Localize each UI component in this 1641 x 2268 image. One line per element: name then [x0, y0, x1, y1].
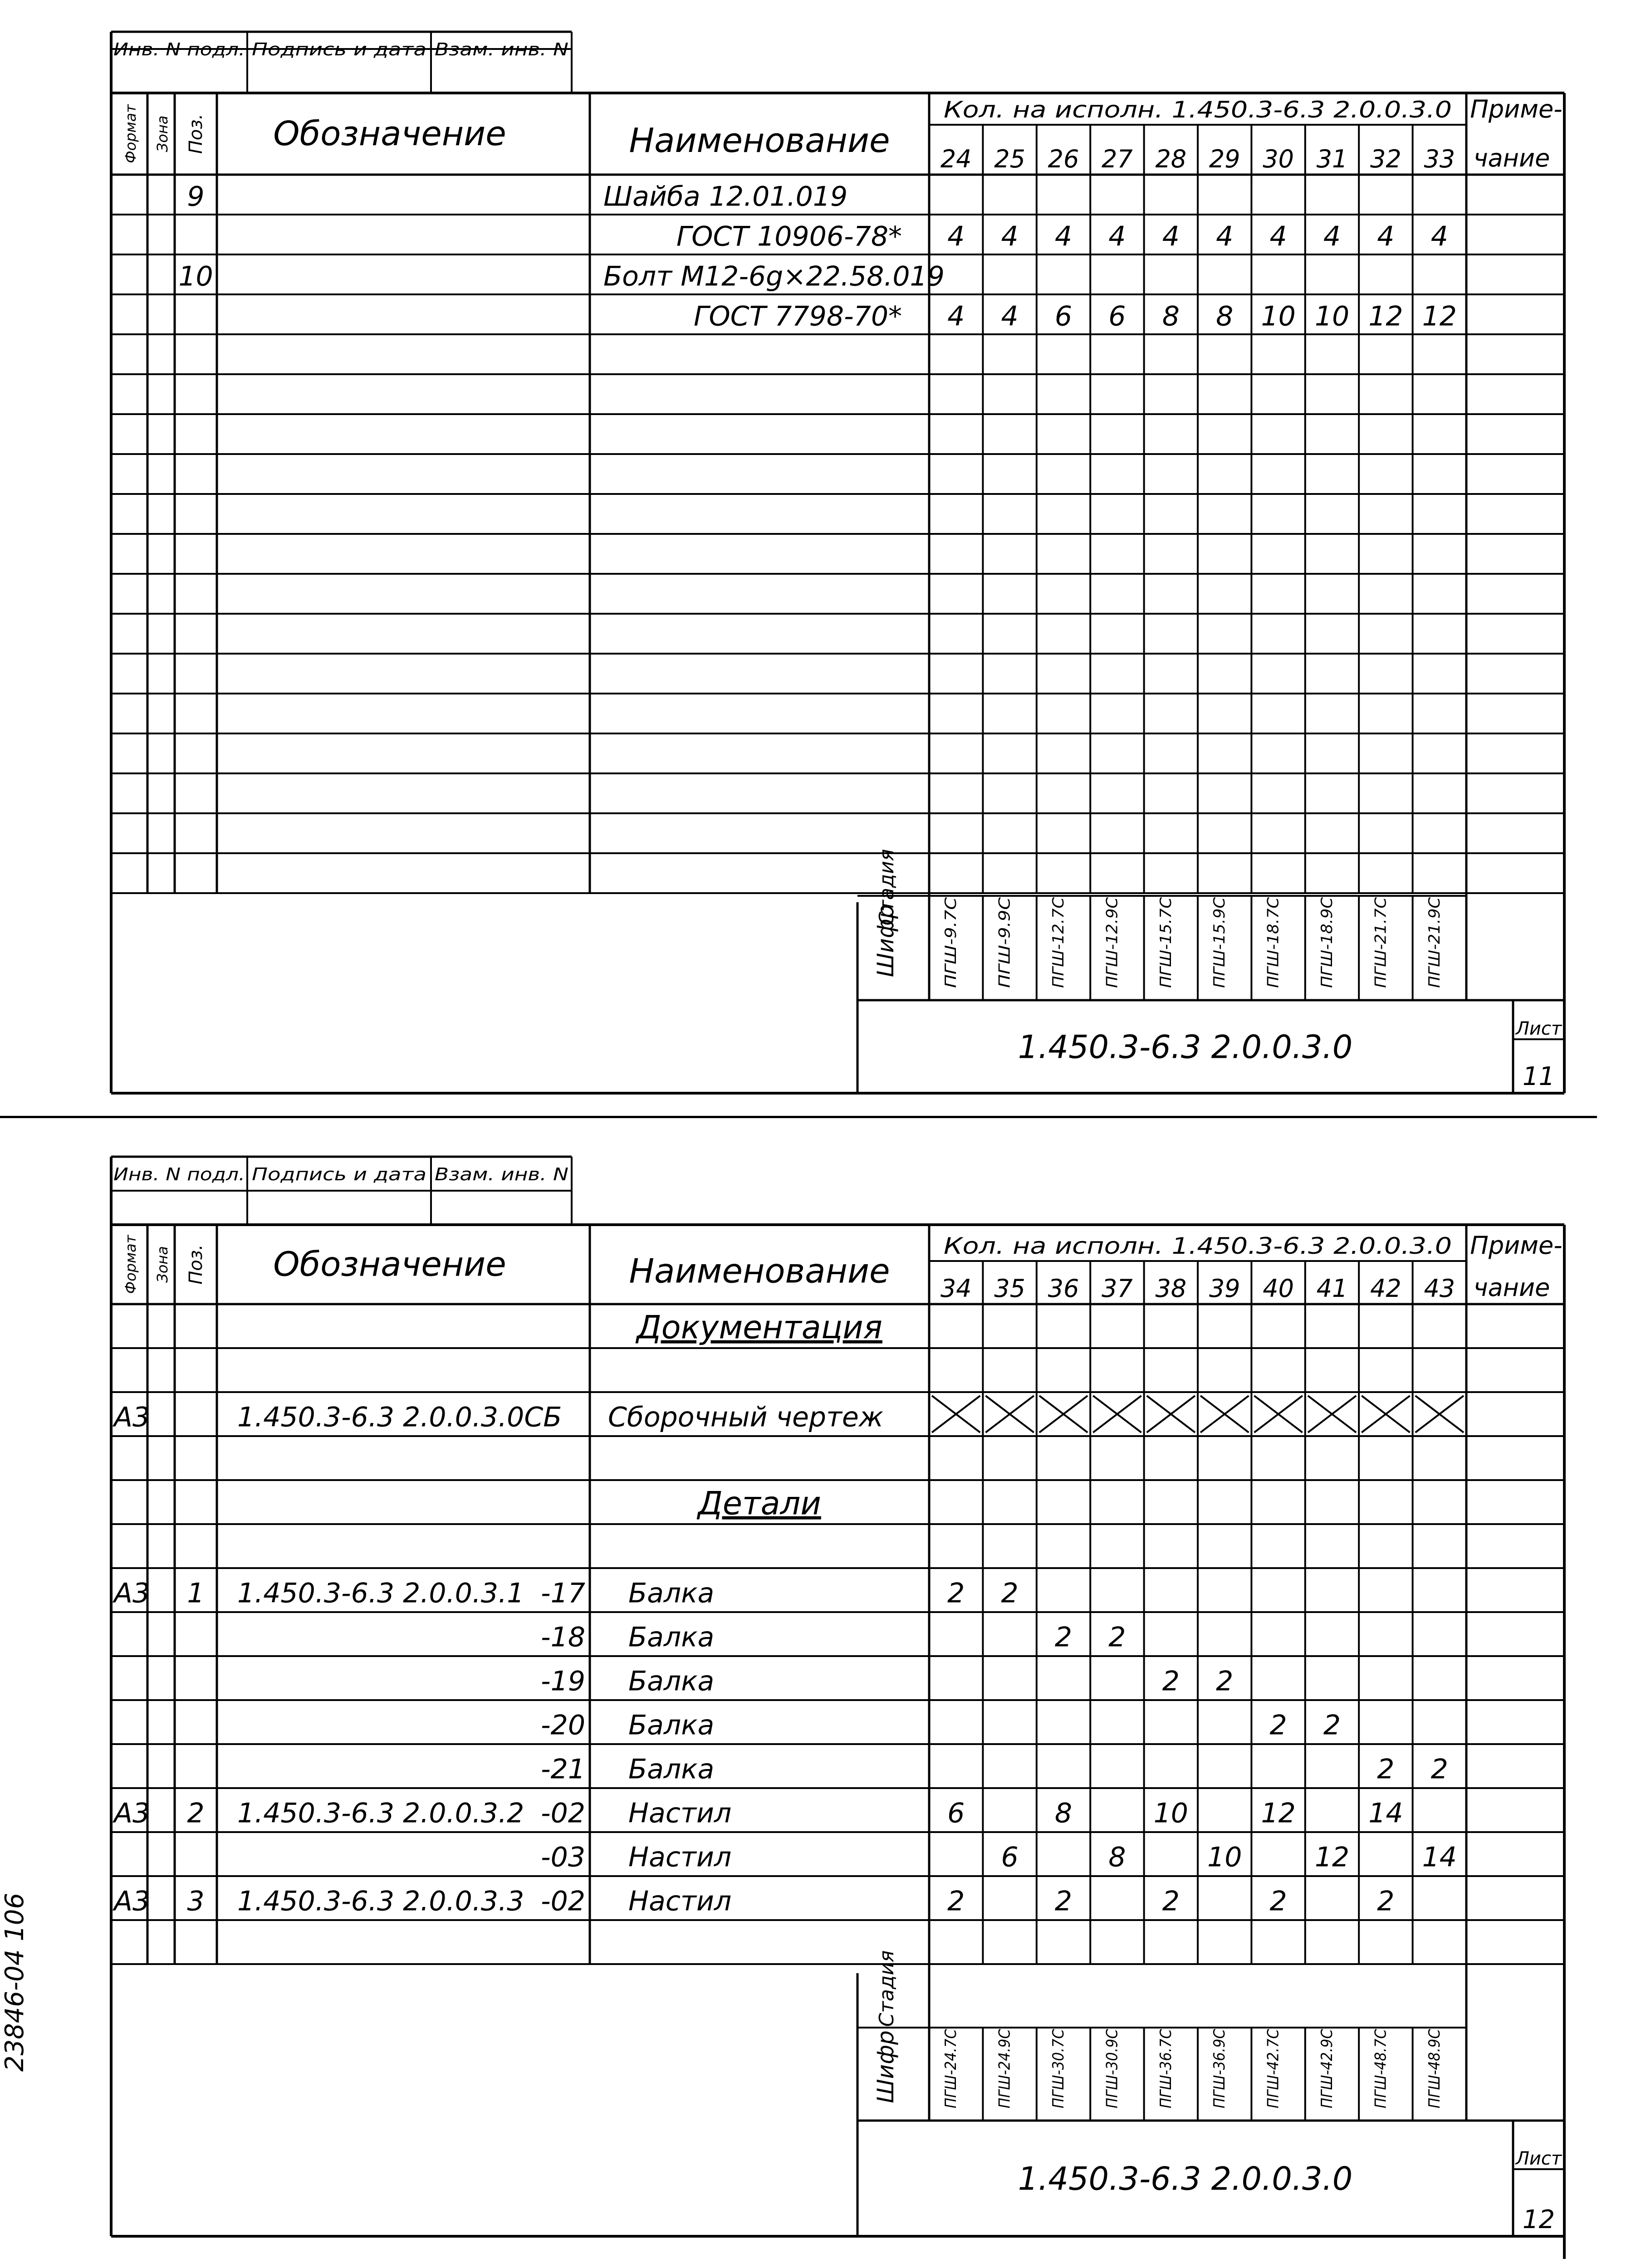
quantity-value: 2 [1054, 1885, 1073, 1917]
quantity-value: 12 [1314, 1841, 1350, 1873]
variant-number: 32 [1370, 145, 1401, 173]
quantity-value: 2 [947, 1577, 965, 1609]
stamp-repl-inv: Взам. инв. N [435, 39, 568, 59]
stamp-sign-date: Подпись и дата [252, 39, 426, 59]
header-note: чание [1473, 144, 1550, 172]
row-designation: 1.450.3-6.3 2.0.0.3.2 [237, 1797, 524, 1829]
stage-label: Стадия [875, 849, 898, 926]
quantity-value: 8 [1054, 1797, 1073, 1829]
row-designation: 1.450.3-6.3 2.0.0.3.0СБ [237, 1401, 562, 1433]
header-designation: Обозначение [273, 1245, 506, 1284]
row-name: Балка [628, 1753, 715, 1785]
stamp-inv-no: Инв. N подл. [113, 39, 245, 59]
row-format: А3 [114, 1885, 150, 1917]
sheet-number: 11 [1522, 1062, 1555, 1091]
quantity-value: 2 [1054, 1621, 1073, 1653]
quantity-value: 2 [1377, 1885, 1395, 1917]
quantity-value: 12 [1261, 1797, 1296, 1829]
variant-number: 30 [1263, 145, 1294, 173]
variant-code: ПГШ-30.9С [1103, 2021, 1122, 2108]
quantity-value: 4 [1323, 220, 1341, 253]
quantity-value: 4 [1269, 220, 1287, 253]
variant-number: 24 [940, 145, 972, 173]
row-name: Шайба 12.01.019 [603, 181, 848, 213]
sheet-svg [0, 1148, 1641, 2268]
row-name: Балка [628, 1709, 715, 1741]
quantity-value: 10 [1207, 1841, 1242, 1873]
quantity-value: 4 [1430, 220, 1448, 253]
quantity-value: 4 [1377, 220, 1395, 253]
variant-number: 29 [1209, 145, 1240, 173]
row-designation-suffix: -18 [541, 1621, 585, 1653]
document-number: 1.450.3-6.3 2.0.0.3.0 [1018, 2160, 1353, 2198]
quantity-value: 4 [1216, 220, 1234, 253]
quantity-value: 2 [1108, 1621, 1126, 1653]
quantity-value: 2 [947, 1885, 965, 1917]
variant-number: 34 [940, 1274, 972, 1303]
quantity-value: 4 [1054, 220, 1073, 253]
quantity-value: 4 [1001, 300, 1019, 332]
variant-number: 43 [1424, 1274, 1455, 1303]
quantity-value: 4 [1162, 220, 1180, 253]
quantity-value: 12 [1422, 300, 1457, 332]
row-name: ГОСТ 7798-70* [694, 300, 902, 332]
variant-code: ПГШ-30.7С [1049, 2021, 1068, 2108]
quantity-value: 2 [1323, 1709, 1341, 1741]
stage-label: Стадия [875, 1950, 898, 2027]
row-name: Балка [628, 1621, 715, 1653]
variant-number: 36 [1048, 1274, 1079, 1303]
row-name: Сборочный чертеж [608, 1401, 883, 1433]
variant-code: ПГШ-36.9С [1210, 2021, 1229, 2108]
row-name: Настил [628, 1885, 732, 1917]
code-label: Шифр [872, 2030, 899, 2103]
variant-code: ПГШ-9.7С [942, 910, 960, 988]
row-name: Детали [698, 1485, 821, 1522]
header-name: Наименование [629, 121, 890, 160]
quantity-value: 10 [1153, 1797, 1188, 1829]
header-note: Приме- [1470, 95, 1563, 123]
header-zone: Зона [154, 115, 171, 152]
quantity-value: 2 [1162, 1665, 1180, 1697]
row-position: 1 [187, 1577, 205, 1609]
archive-number: 23846-04 106 [0, 1892, 29, 2072]
variant-code: ПГШ-42.9С [1318, 2021, 1336, 2108]
quantity-value: 6 [947, 1797, 965, 1829]
variant-number: 28 [1155, 145, 1187, 173]
quantity-value: 4 [1108, 220, 1126, 253]
row-designation-suffix: -02 [541, 1797, 585, 1829]
variant-number: 42 [1370, 1274, 1401, 1303]
quantity-value: 10 [1261, 300, 1296, 332]
quantity-value: 8 [1216, 300, 1234, 332]
header-name: Наименование [629, 1251, 890, 1291]
quantity-value: 14 [1422, 1841, 1457, 1873]
variant-number: 27 [1102, 145, 1133, 173]
row-format: А3 [114, 1401, 150, 1433]
quantity-value: 2 [1216, 1665, 1234, 1697]
row-designation-suffix: -02 [541, 1885, 585, 1917]
variant-code: ПГШ-9.9С [995, 910, 1014, 988]
variant-number: 35 [994, 1274, 1025, 1303]
row-designation: 1.450.3-6.3 2.0.0.3.1 [237, 1577, 524, 1609]
row-position: 10 [178, 260, 213, 293]
row-name: Болт М12-6g×22.58.019 [603, 260, 945, 293]
sheet-number: 12 [1522, 2205, 1555, 2234]
quantity-value: 14 [1368, 1797, 1403, 1829]
row-designation-suffix: -19 [541, 1665, 585, 1697]
quantity-value: 6 [1001, 1841, 1019, 1873]
quantity-value: 12 [1368, 300, 1403, 332]
header-designation: Обозначение [273, 114, 506, 153]
row-name: Настил [628, 1841, 732, 1873]
header-quantity-title: Кол. на исполн. 1.450.3-6.3 2.0.0.3.0 [944, 97, 1452, 123]
quantity-value: 2 [1269, 1885, 1287, 1917]
row-name: ГОСТ 10906-78* [676, 220, 902, 253]
quantity-value: 8 [1108, 1841, 1126, 1873]
row-name: Документация [637, 1309, 882, 1346]
quantity-value: 2 [1162, 1885, 1180, 1917]
variant-code: ПГШ-24.7С [942, 2021, 960, 2108]
header-pos: Поз. [186, 1244, 206, 1285]
row-position: 3 [187, 1885, 205, 1917]
quantity-value: 6 [1108, 300, 1126, 332]
variant-code: ПГШ-42.7С [1264, 2021, 1283, 2108]
variant-number: 40 [1263, 1274, 1294, 1303]
row-designation-suffix: -21 [541, 1753, 585, 1785]
quantity-value: 4 [947, 220, 965, 253]
code-label: Шифр [872, 904, 899, 978]
quantity-value: 6 [1054, 300, 1073, 332]
sheet-label: Лист [1515, 2148, 1562, 2170]
header-format: Формат [122, 104, 139, 163]
sheet-label: Лист [1515, 1018, 1562, 1040]
quantity-value: 2 [1269, 1709, 1287, 1741]
variant-number: 26 [1048, 145, 1079, 173]
quantity-value: 10 [1314, 300, 1350, 332]
stamp-inv-no: Инв. N подл. [113, 1164, 245, 1184]
quantity-value: 8 [1162, 300, 1180, 332]
row-designation-suffix: -17 [541, 1577, 585, 1609]
stamp-sign-date: Подпись и дата [252, 1164, 426, 1184]
variant-number: 25 [994, 145, 1025, 173]
document-number: 1.450.3-6.3 2.0.0.3.0 [1018, 1028, 1353, 1066]
row-position: 2 [187, 1797, 205, 1829]
quantity-value: 4 [1001, 220, 1019, 253]
variant-code: ПГШ-21.7С [1372, 900, 1390, 988]
stamp-repl-inv: Взам. инв. N [435, 1164, 568, 1184]
header-note: чание [1473, 1273, 1550, 1302]
variant-code: ПГШ-18.7С [1264, 900, 1283, 988]
quantity-value: 2 [1430, 1753, 1448, 1785]
variant-code: ПГШ-18.9С [1318, 900, 1336, 988]
variant-code: ПГШ-24.9С [995, 2021, 1014, 2108]
variant-number: 37 [1102, 1274, 1133, 1303]
row-name: Балка [628, 1665, 715, 1697]
variant-code: ПГШ-15.7С [1156, 900, 1175, 988]
variant-code: ПГШ-48.9С [1425, 2021, 1444, 2108]
header-format: Формат [122, 1235, 139, 1294]
quantity-value: 2 [1377, 1753, 1395, 1785]
row-name: Балка [628, 1577, 715, 1609]
variant-code: ПГШ-36.7С [1156, 2021, 1175, 2108]
variant-number: 39 [1209, 1274, 1240, 1303]
separator-line [0, 1116, 1597, 1118]
row-name: Настил [628, 1797, 732, 1829]
header-note: Приме- [1470, 1231, 1563, 1260]
sheet-svg [0, 0, 1641, 1116]
variant-code: ПГШ-21.9С [1425, 900, 1444, 988]
variant-code: ПГШ-15.9С [1210, 900, 1229, 988]
quantity-value: 2 [1001, 1577, 1019, 1609]
header-pos: Поз. [186, 113, 206, 154]
variant-code: ПГШ-12.7С [1049, 900, 1068, 988]
variant-code: ПГШ-12.9С [1103, 900, 1122, 988]
row-format: А3 [114, 1797, 150, 1829]
row-designation-suffix: -20 [541, 1709, 585, 1741]
variant-number: 33 [1424, 145, 1455, 173]
row-format: А3 [114, 1577, 150, 1609]
header-quantity-title: Кол. на исполн. 1.450.3-6.3 2.0.0.3.0 [944, 1233, 1452, 1259]
variant-number: 41 [1316, 1274, 1348, 1303]
quantity-value: 4 [947, 300, 965, 332]
row-designation-suffix: -03 [541, 1841, 585, 1873]
row-designation: 1.450.3-6.3 2.0.0.3.3 [237, 1885, 524, 1917]
variant-code: ПГШ-48.7С [1372, 2021, 1390, 2108]
row-position: 9 [187, 181, 205, 213]
variant-number: 31 [1316, 145, 1348, 173]
header-zone: Зона [154, 1246, 171, 1283]
variant-number: 38 [1155, 1274, 1187, 1303]
